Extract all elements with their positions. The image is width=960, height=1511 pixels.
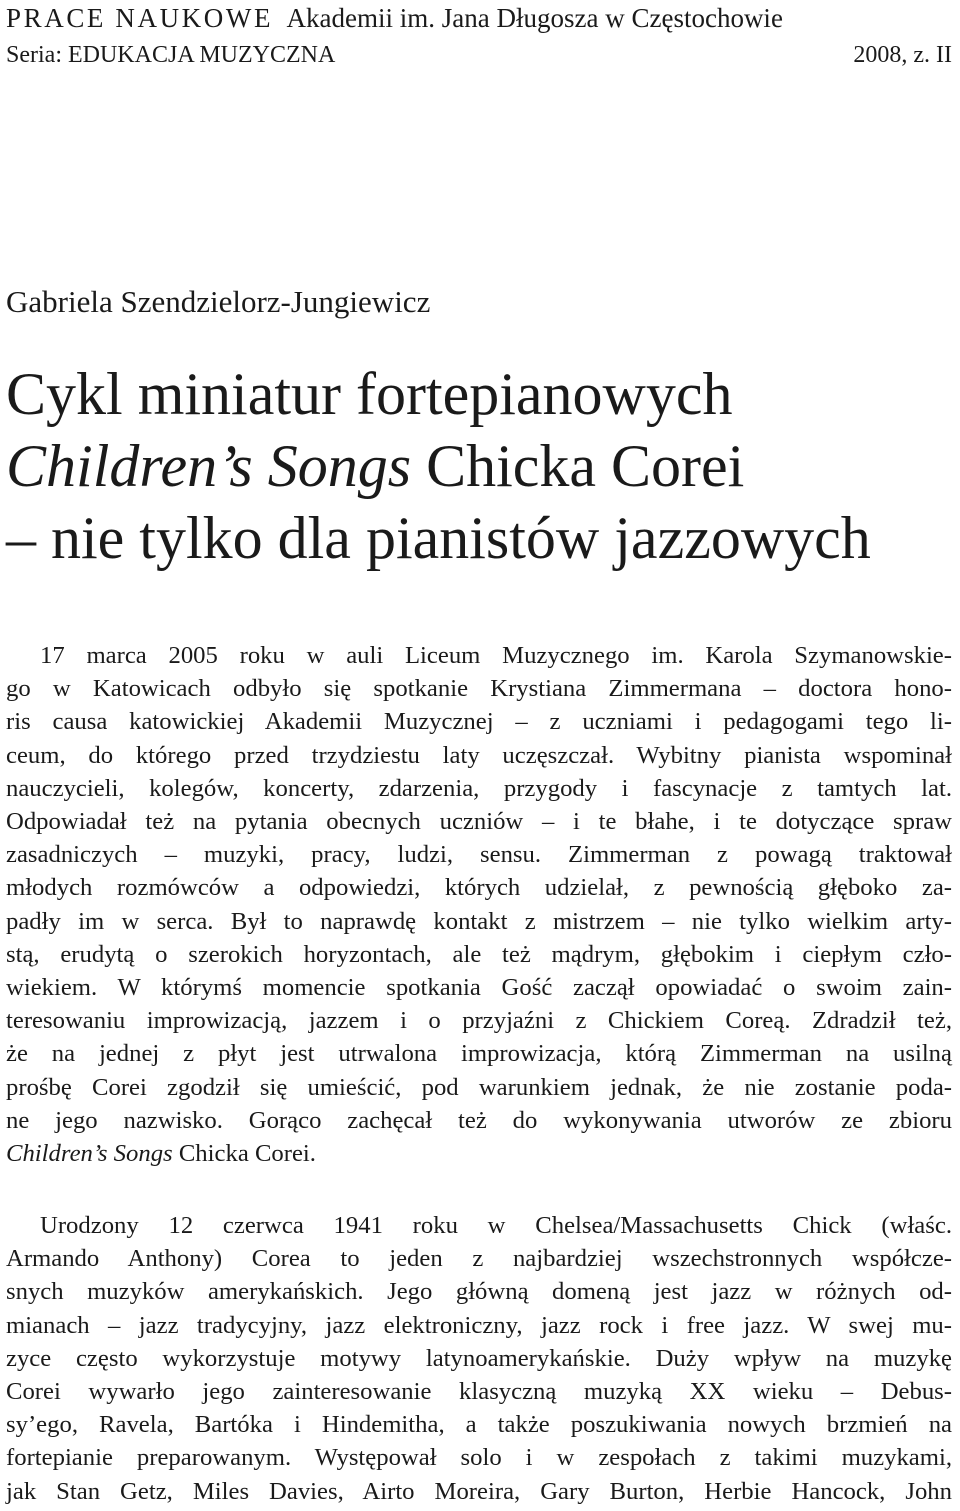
text-line: Armando Anthony) Corea to jeden z najbardziej wszechstronnych współcze- [6, 1245, 952, 1273]
journal-header [6, 2, 952, 34]
text-line: ne jego nazwisko. Gorąco zachęcał też do wykonywania utworów ze zbioru [6, 1106, 952, 1134]
text-line-rest: Chicka Corei. [172, 1140, 316, 1168]
title-italic-work: Children’s Songs [6, 433, 412, 499]
text-line: sy’ego, Ravela, Bartóka i Hindemitha, a także poszukiwania nowych brzmień na [6, 1411, 952, 1439]
text-line: ceum, do którego przed trzydziestu laty uczęszczał. Wybitny pianista wspominał [6, 741, 952, 769]
text-line: że na jednej z płyt jest utrwalona improwizacja, którą Zimmerman na usilną [6, 1040, 952, 1068]
text-line: snych muzyków amerykańskich. Jego główną domeną jest jazz w różnych od- [6, 1278, 952, 1306]
title-line-3: – nie tylko dla pianistów jazzowych [6, 505, 871, 571]
italic-work-title: Children’s Songs [6, 1140, 173, 1168]
text-line: mianach – jazz tradycyjny, jazz elektroniczny, jazz rock i free jazz. W swej mu- [6, 1311, 952, 1339]
text-line: teresowaniu improwizacją, jazzem i o przyjaźni z Chickiem Coreą. Zdradził też, [6, 1007, 952, 1035]
text-line: padły im w serca. Był to naprawdę kontakt z mistrzem – nie tylko wielkim arty- [6, 907, 952, 935]
institution-name: Akademii im. Jana Długosza w Częstochowie [286, 3, 783, 33]
text-line-last [6, 1137, 952, 1170]
text-line: Urodzony 12 czerwca 1941 roku w Chelsea/Massachusetts Chick (właśc. [40, 1212, 952, 1239]
article-title [6, 358, 952, 574]
series-label: Seria: EDUKACJA MUZYCZNA [6, 42, 336, 68]
article-author: Gabriela Szendzielorz-Jungiewicz [6, 284, 431, 319]
text-line: 17 marca 2005 roku w auli Liceum Muzycznego im. Karola Szymanowskie- [40, 642, 952, 669]
text-line: prośbę Corei zgodził się umieścić, pod warunkiem jednak, że nie zostanie poda- [6, 1073, 952, 1101]
journal-subheader [6, 40, 952, 70]
series-name: PRACE NAUKOWE [6, 3, 274, 33]
title-line-2 [6, 430, 952, 502]
paragraph-2 [6, 1209, 952, 1508]
text-line: nauczycieli, kolegów, koncerty, zdarzenia, przygody i fascynacje z tamtych lat. [6, 774, 952, 802]
text-line: ris causa katowickiej Akademii Muzycznej – z uczniami i pedagogami tego li- [6, 708, 952, 736]
paragraph-1 [6, 639, 952, 1170]
text-line: stą, erudytą o szerokich horyzontach, ale też mądrym, głębokim i ciepłym czło- [6, 940, 952, 968]
text-line: wiekiem. W którymś momencie spotkania Gość zaczął opowiadać o swoim zain- [6, 974, 952, 1002]
title-line-1: Cykl miniatur fortepianowych [6, 361, 733, 427]
text-line: zasadniczych – muzyki, pracy, ludzi, sensu. Zimmerman z powagą traktował [6, 841, 952, 869]
text-line: młodych rozmówców a odpowiedzi, których udzielał, z pewnością głęboko za- [6, 874, 952, 902]
text-line: jak Stan Getz, Miles Davies, Airto Moreira, Gary Burton, Herbie Hancock, John [6, 1477, 952, 1505]
text-line: go w Katowicach odbyło się spotkanie Krystiana Zimmermana – doctora hono- [6, 675, 952, 703]
text-line: fortepianie preparowanym. Występował solo i w zespołach z takimi muzykami, [6, 1444, 952, 1472]
title-line-2-rest: Chicka Corei [411, 433, 745, 499]
text-line: zyce często wykorzystuje motywy latynoamerykańskie. Duży wpływ na muzykę [6, 1344, 952, 1372]
year-volume: 2008, z. II [853, 42, 952, 68]
text-line: Corei wywarło jego zainteresowanie klasyczną muzyką XX wieku – Debus- [6, 1378, 952, 1406]
text-line: Odpowiadał też na pytania obecnych uczniów – i te błahe, i te dotyczące spraw [6, 808, 952, 836]
